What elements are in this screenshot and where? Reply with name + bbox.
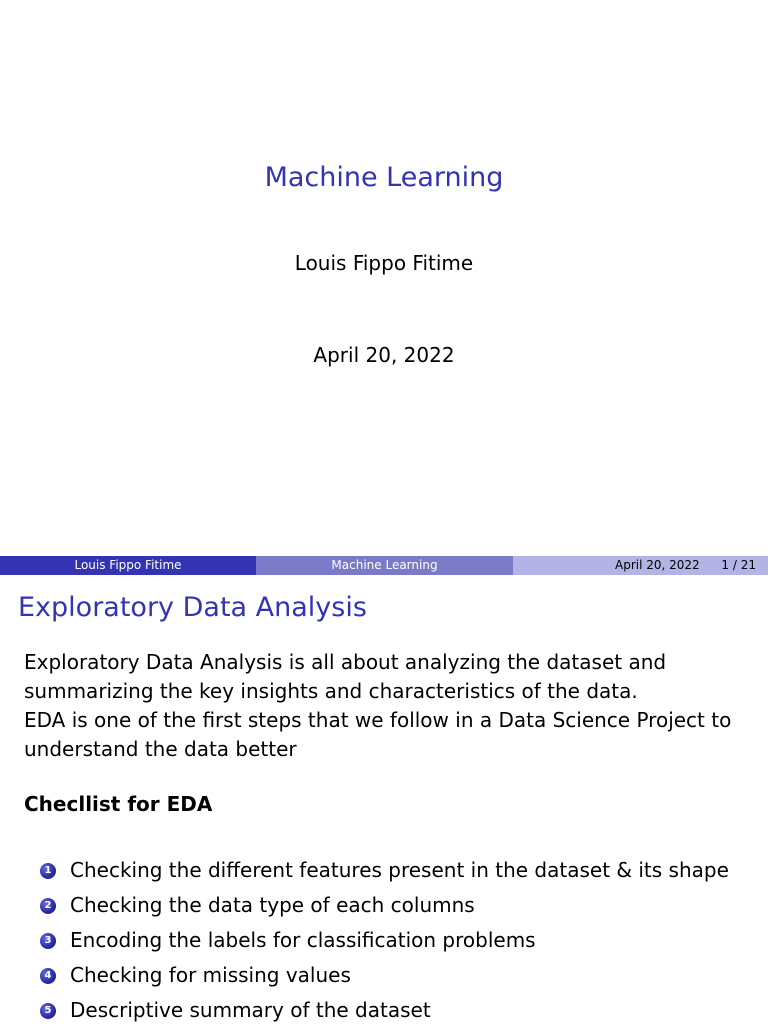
numbered-bullet-icon: 5 (40, 1003, 56, 1019)
list-item (40, 995, 729, 1030)
presentation-title: Machine Learning (264, 162, 504, 193)
paragraph-line: Exploratory Data Analysis is all about analyzing the dataset and (24, 650, 667, 674)
list-item (40, 960, 729, 995)
footer-title: Machine Learning (256, 556, 513, 575)
footer-info (513, 556, 768, 575)
numbered-bullet-icon: 1 (40, 863, 56, 879)
list-item (40, 925, 729, 960)
list-item-text: Descriptive summary of the dataset (70, 998, 431, 1022)
numbered-bullet-icon: 3 (40, 933, 56, 949)
paragraph-line: summarizing the key insights and characteristics of the data. (24, 679, 638, 703)
footer-date: April 20, 2022 (615, 558, 700, 572)
list-item-text: Checking the data type of each columns (70, 893, 475, 917)
slide-footer (0, 556, 768, 575)
numbered-bullet-icon: 4 (40, 968, 56, 984)
checklist-heading: Checllist for EDA (24, 792, 213, 816)
presentation-author: Louis Fippo Fitime (294, 251, 474, 275)
checklist (40, 855, 729, 1030)
paragraph-line: EDA is one of the first steps that we follow in a Data Science Project to (24, 708, 732, 732)
footer-page-number: 1 / 21 (721, 558, 756, 572)
slide-title: Exploratory Data Analysis (18, 592, 367, 623)
paragraph-line: understand the data better (24, 737, 297, 761)
list-item-text: Checking the different features present in the dataset & its shape (70, 858, 729, 882)
list-item (40, 855, 729, 890)
list-item (40, 890, 729, 925)
intro-paragraph (24, 648, 744, 764)
numbered-bullet-icon: 2 (40, 898, 56, 914)
presentation-date: April 20, 2022 (313, 343, 455, 367)
list-item-text: Checking for missing values (70, 963, 351, 987)
footer-author: Louis Fippo Fitime (0, 556, 256, 575)
list-item-text: Encoding the labels for classification problems (70, 928, 536, 952)
